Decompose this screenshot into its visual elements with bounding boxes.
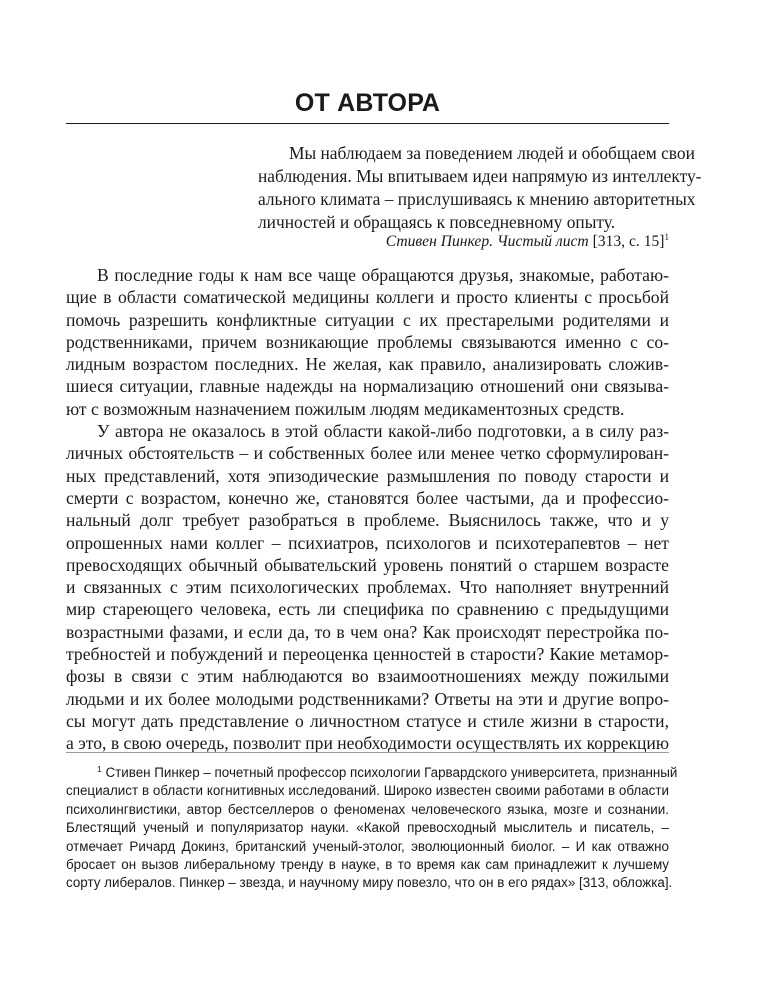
epigraph-author: Стивен Пинкер. Чистый лист	[385, 233, 589, 250]
text-line: возрастными фазами, и если да, то в чем она? Как происходят перестройка по-	[66, 621, 669, 642]
text-line: щие в области соматической медицины коллеги и просто клиенты с просьбой	[66, 287, 669, 308]
epigraph-line: личностей и обращаясь к повседневному опыту.	[258, 212, 616, 232]
footnote-line: бросает он вызов либеральному тренду в науке, в то время как сам принадлежит к лучшему	[66, 856, 669, 872]
footnote-line: психолингвистики, автор бестселлеров о феноменах человеческого языка, мозге и сознании.	[66, 801, 669, 817]
epigraph-line: Мы наблюдаем за поведением людей и обобщаем свои	[289, 143, 695, 163]
footnote	[66, 764, 678, 893]
text-line: ют с возможным назначением пожилым людям медикаментозных средств.	[66, 398, 625, 419]
footnote-separator	[66, 752, 669, 753]
text-line: личных обстоятельств – и собственных более или менее четко сформулирован-	[66, 443, 669, 464]
epigraph-source: [313, с. 15]	[588, 233, 665, 250]
footnote-line: Блестящий ученый и популяризатор науки. «Какой превосходный мыслитель и писатель, –	[66, 820, 669, 836]
text-line: ных представлений, хотя эпизодические размышления по поводу старости и	[66, 465, 669, 486]
text-line: людьми и их более молодыми родственниками? Ответы на эти и другие вопро-	[66, 688, 669, 709]
text-line: В последние годы к нам все чаще обращаются друзья, знакомые, работаю-	[97, 265, 669, 285]
footnote-line: отмечает Ричард Докинз, британский ученый-этолог, эволюционный биолог. – И как отважно	[66, 838, 669, 854]
title-underline	[66, 123, 669, 124]
footnote-text: Стивен Пинкер – почетный профессор психологии Гарвардского университета, признанный	[101, 765, 678, 780]
text-line: мир стареющего человека, есть ли специфика по сравнению с предыдущими	[66, 599, 669, 620]
main-text	[66, 264, 669, 755]
text-line: родственниками, причем возникающие проблемы связываются именно с со-	[66, 331, 669, 352]
text-line: шиеся ситуации, главные надежды на нормализацию отношений они связыва-	[66, 376, 669, 397]
footnote-reference[interactable]: 1	[664, 232, 669, 242]
epigraph	[258, 142, 702, 234]
text-line: У автора не оказалось в этой области какой-либо подготовки, а в силу раз-	[97, 421, 669, 442]
text-line: сы могут дать представление о личностном статусе и стиле жизни в старости,	[66, 710, 669, 731]
text-line: требностей и побуждений и переоценка ценностей в старости? Какие метамор-	[66, 644, 669, 665]
text-line: превосходящих обычный обывательский уровень понятий о старшем возрасте	[66, 554, 669, 575]
footnote-line	[66, 764, 678, 782]
epigraph-attribution	[386, 232, 669, 252]
footnote-line: специалист в области когнитивных исследований. Широко известен своими работами в области	[66, 783, 669, 799]
text-line: смерти с возрастом, конечно же, становятся более частыми, да и профессио-	[66, 487, 669, 508]
epigraph-line: наблюдения. Мы впитываем идеи напрямую из интеллекту-	[258, 166, 702, 186]
footnote-line: сорту либералов. Пинкер – звезда, и научному миру повезло, что он в его рядах» [313, обложка].	[66, 875, 673, 891]
text-line: опрошенных нами коллег – психиатров, психологов и психотерапевтов – нет	[66, 532, 669, 553]
text-line: нальный долг требует разобраться в проблеме. Выяснилось также, что и у	[66, 510, 669, 531]
text-line: лидным возрастом последних. Не желая, как правило, анализировать сложив-	[66, 354, 669, 375]
text-line: помочь разрешить конфликтные ситуации с их престарелыми родителями и	[66, 309, 669, 330]
footnote-marker: 1	[97, 764, 102, 774]
text-line: фозы в связи с этим наблюдаются во взаимоотношениях между пожилыми	[66, 666, 669, 687]
text-line: и связанных с этим психологических проблемах. Что наполняет внутренний	[66, 577, 669, 598]
text-line: а это, в свою очередь, позволит при необходимости осуществлять их коррекцию	[66, 733, 669, 754]
epigraph-line: ального климата – прислушиваясь к мнению авторитетных	[258, 189, 696, 209]
page-title: ОТ АВТОРА	[294, 89, 441, 117]
